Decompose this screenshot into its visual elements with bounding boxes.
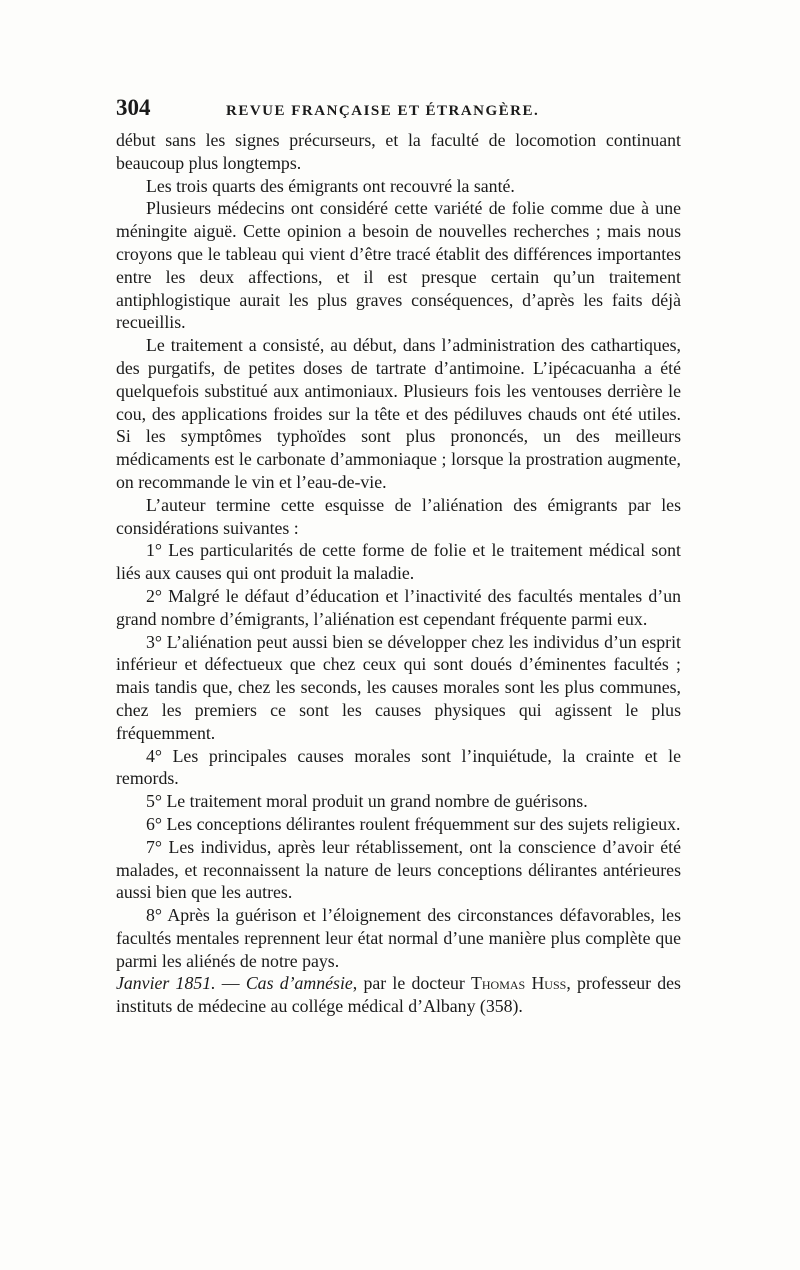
paragraph: 2° Malgré le défaut d’éducation et l’inactivité des facultés mentales d’un grand nombre d’émigrants, l’aliénation est cependant fréquente parmi eux. [116,585,681,629]
entry-by: , par le docteur [352,973,472,994]
paragraph: 3° L’aliénation peut aussi bien se développer chez les individus d’un esprit inférieur et défectueux que chez ceux qui sont doués d’éminentes facultés ; mais tandis que, chez les seconds, les causes morales sont les plus communes, chez les premiers ce sont les causes physiques qui agissent le plus fréquemment. [116,631,681,743]
paragraph: Le traitement a consisté, au début, dans l’administration des cathartiques, des purgatifs, de petites doses de tartrate d’antimoine. L’ipécacuanha a été quelquefois substitué aux antimoniaux. Plusieurs fois les ventouses derrière le cou, des applications froides sur la tête et des pédiluves chauds ont été utiles. Si les symptômes typhoïdes sont plus prononcés, un des meilleurs médicaments est le carbonate d’ammoniaque ; lorsque la prostration augmente, on recommande le vin et l’eau-de-vie. [116,335,681,492]
entry-author: Thomas Huss [471,973,567,994]
entry-date: Janvier 1851. [116,973,216,994]
entry-rest: , professeur des instituts de médecine au collége médical d’Albany (358). [116,973,681,1017]
paragraph: 8° Après la guérison et l’éloignement des circonstances défavorables, les facultés mentales reprennent leur état normal d’une manière plus complète que parmi les aliénés de notre pays. [116,905,681,971]
running-title: REVUE FRANÇAISE ET ÉTRANGÈRE. [226,103,540,119]
body-text [116,129,681,1018]
paragraph: 5° Le traitement moral produit un grand nombre de guérisons. [146,791,588,812]
page-header [116,95,681,125]
paragraph: 4° Les principales causes morales sont l’inquiétude, la crainte et le remords. [116,745,681,789]
paragraph: début sans les signes précurseurs, et la faculté de locomotion continuant beaucoup plus longtemps. [116,130,681,173]
paragraph: Plusieurs médecins ont considéré cette variété de folie comme due à une méningite aiguë. Cette opinion a besoin de nouvelles recherches ; mais nous croyons que le tableau qui vient d’être tracé établit des différences importantes entre les deux affections, et il est presque certain qu’un traitement antiphlogistique aurait les plus graves conséquences, d’après les faits déjà recueillis. [116,198,681,333]
paragraph: 7° Les individus, après leur rétablissement, ont la conscience d’avoir été malades, et reconnaissent la nature de leurs conceptions délirantes antérieures aussi bien que les autres. [116,836,681,903]
page-number: 304 [116,95,151,120]
entry-dash: — [215,973,246,994]
paragraph: Les trois quarts des émigrants ont recouvré la santé. [146,175,515,196]
paragraph: 6° Les conceptions délirantes roulent fréquemment sur des sujets religieux. [146,813,681,834]
entry-title: Cas d’amnésie [245,973,353,994]
paragraph: L’auteur termine cette esquisse de l’aliénation des émigrants par les considérations suivantes : [116,494,681,538]
text-block [116,95,681,1018]
bibliographic-entry [116,972,681,1018]
paragraph: 1° Les particularités de cette forme de folie et le traitement médical sont liés aux causes qui ont produit la maladie. [116,540,681,584]
